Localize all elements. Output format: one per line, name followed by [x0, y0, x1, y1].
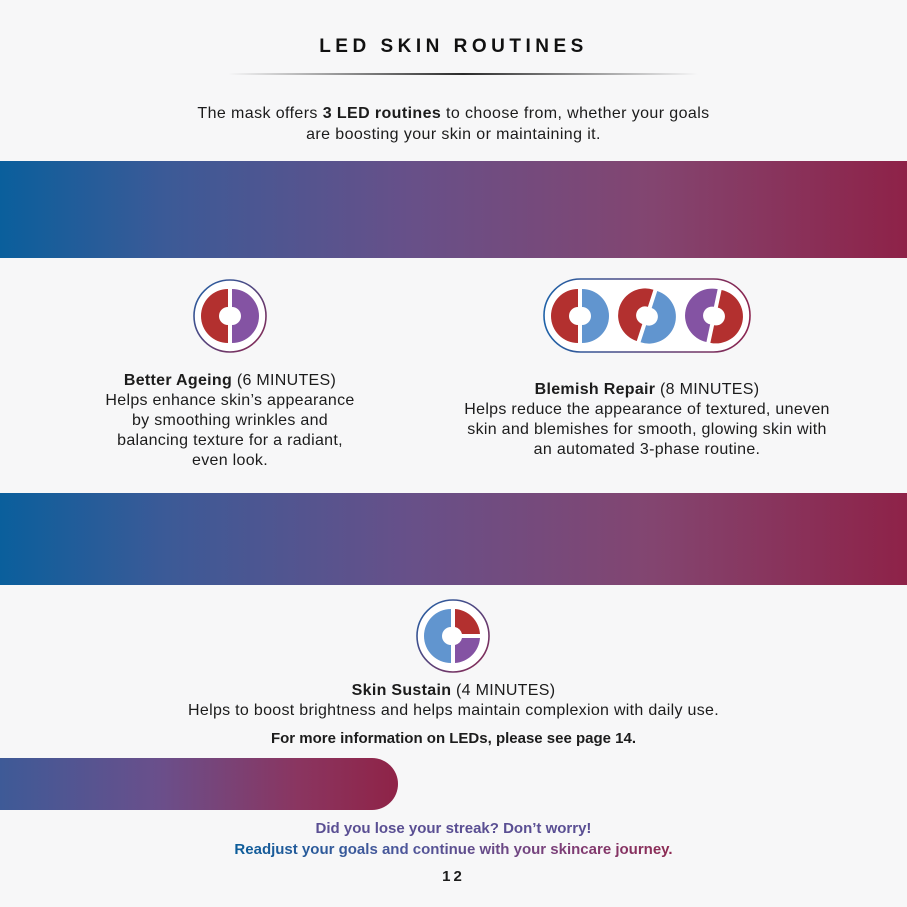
streak-line-2: Readjust your goals and continue with your skincare journey. — [234, 841, 673, 858]
gradient-band-short — [0, 758, 398, 810]
intro-pre: The mask offers — [197, 105, 323, 122]
routine-name: Better Ageing — [123, 372, 233, 389]
routine-desc-line: Helps to boost brightness and helps maintain complexion with daily use. — [188, 702, 719, 719]
routine-duration: (6 MINUTES) — [232, 372, 337, 389]
routine-desc-line: Helps reduce the appearance of textured, uneven — [464, 401, 830, 418]
intro-text — [0, 103, 907, 145]
gradient-band-middle — [0, 493, 907, 585]
routine-desc-line: even look. — [192, 452, 268, 469]
routine-name: Skin Sustain — [351, 682, 452, 699]
routine-desc-line: skin and blemishes for smooth, glowing skin with — [467, 421, 827, 438]
intro-post: to choose from, whether your goals — [441, 105, 710, 122]
intro-bold: 3 LED routines — [322, 105, 442, 122]
routine-skin-sustain — [150, 681, 757, 721]
routine-name: Blemish Repair — [534, 381, 656, 398]
routine-duration: (4 MINUTES) — [451, 682, 556, 699]
routine-desc-line: by smoothing wrinkles and — [131, 412, 329, 429]
intro-line-2: are boosting your skin or maintaining it. — [306, 126, 601, 143]
led-half-red-half-purple-icon — [192, 278, 268, 354]
streak-line-1: Did you lose your streak? Don’t worry! — [315, 820, 592, 837]
routine-blemish-repair — [437, 380, 857, 460]
led-three-segment-icon — [415, 598, 491, 674]
streak-message — [0, 818, 907, 860]
page-title: LED SKIN ROUTINES — [319, 36, 588, 57]
routine-desc-line: balancing texture for a radiant, — [117, 432, 343, 449]
routine-desc-line: Helps enhance skin’s appearance — [105, 392, 355, 409]
routine-heading — [150, 681, 757, 701]
routine-heading — [80, 371, 380, 391]
page-number: 12 — [442, 868, 465, 885]
routine-duration: (8 MINUTES) — [655, 381, 760, 398]
gradient-band-top — [0, 161, 907, 258]
routine-better-ageing — [80, 371, 380, 471]
routine-heading — [437, 380, 857, 400]
title-divider — [228, 73, 698, 75]
led-three-phase-icon — [543, 278, 751, 354]
more-info-note: For more information on LEDs, please see page 14. — [270, 730, 637, 747]
intro-line-1 — [0, 103, 907, 124]
routine-desc-line: an automated 3-phase routine. — [533, 441, 761, 458]
